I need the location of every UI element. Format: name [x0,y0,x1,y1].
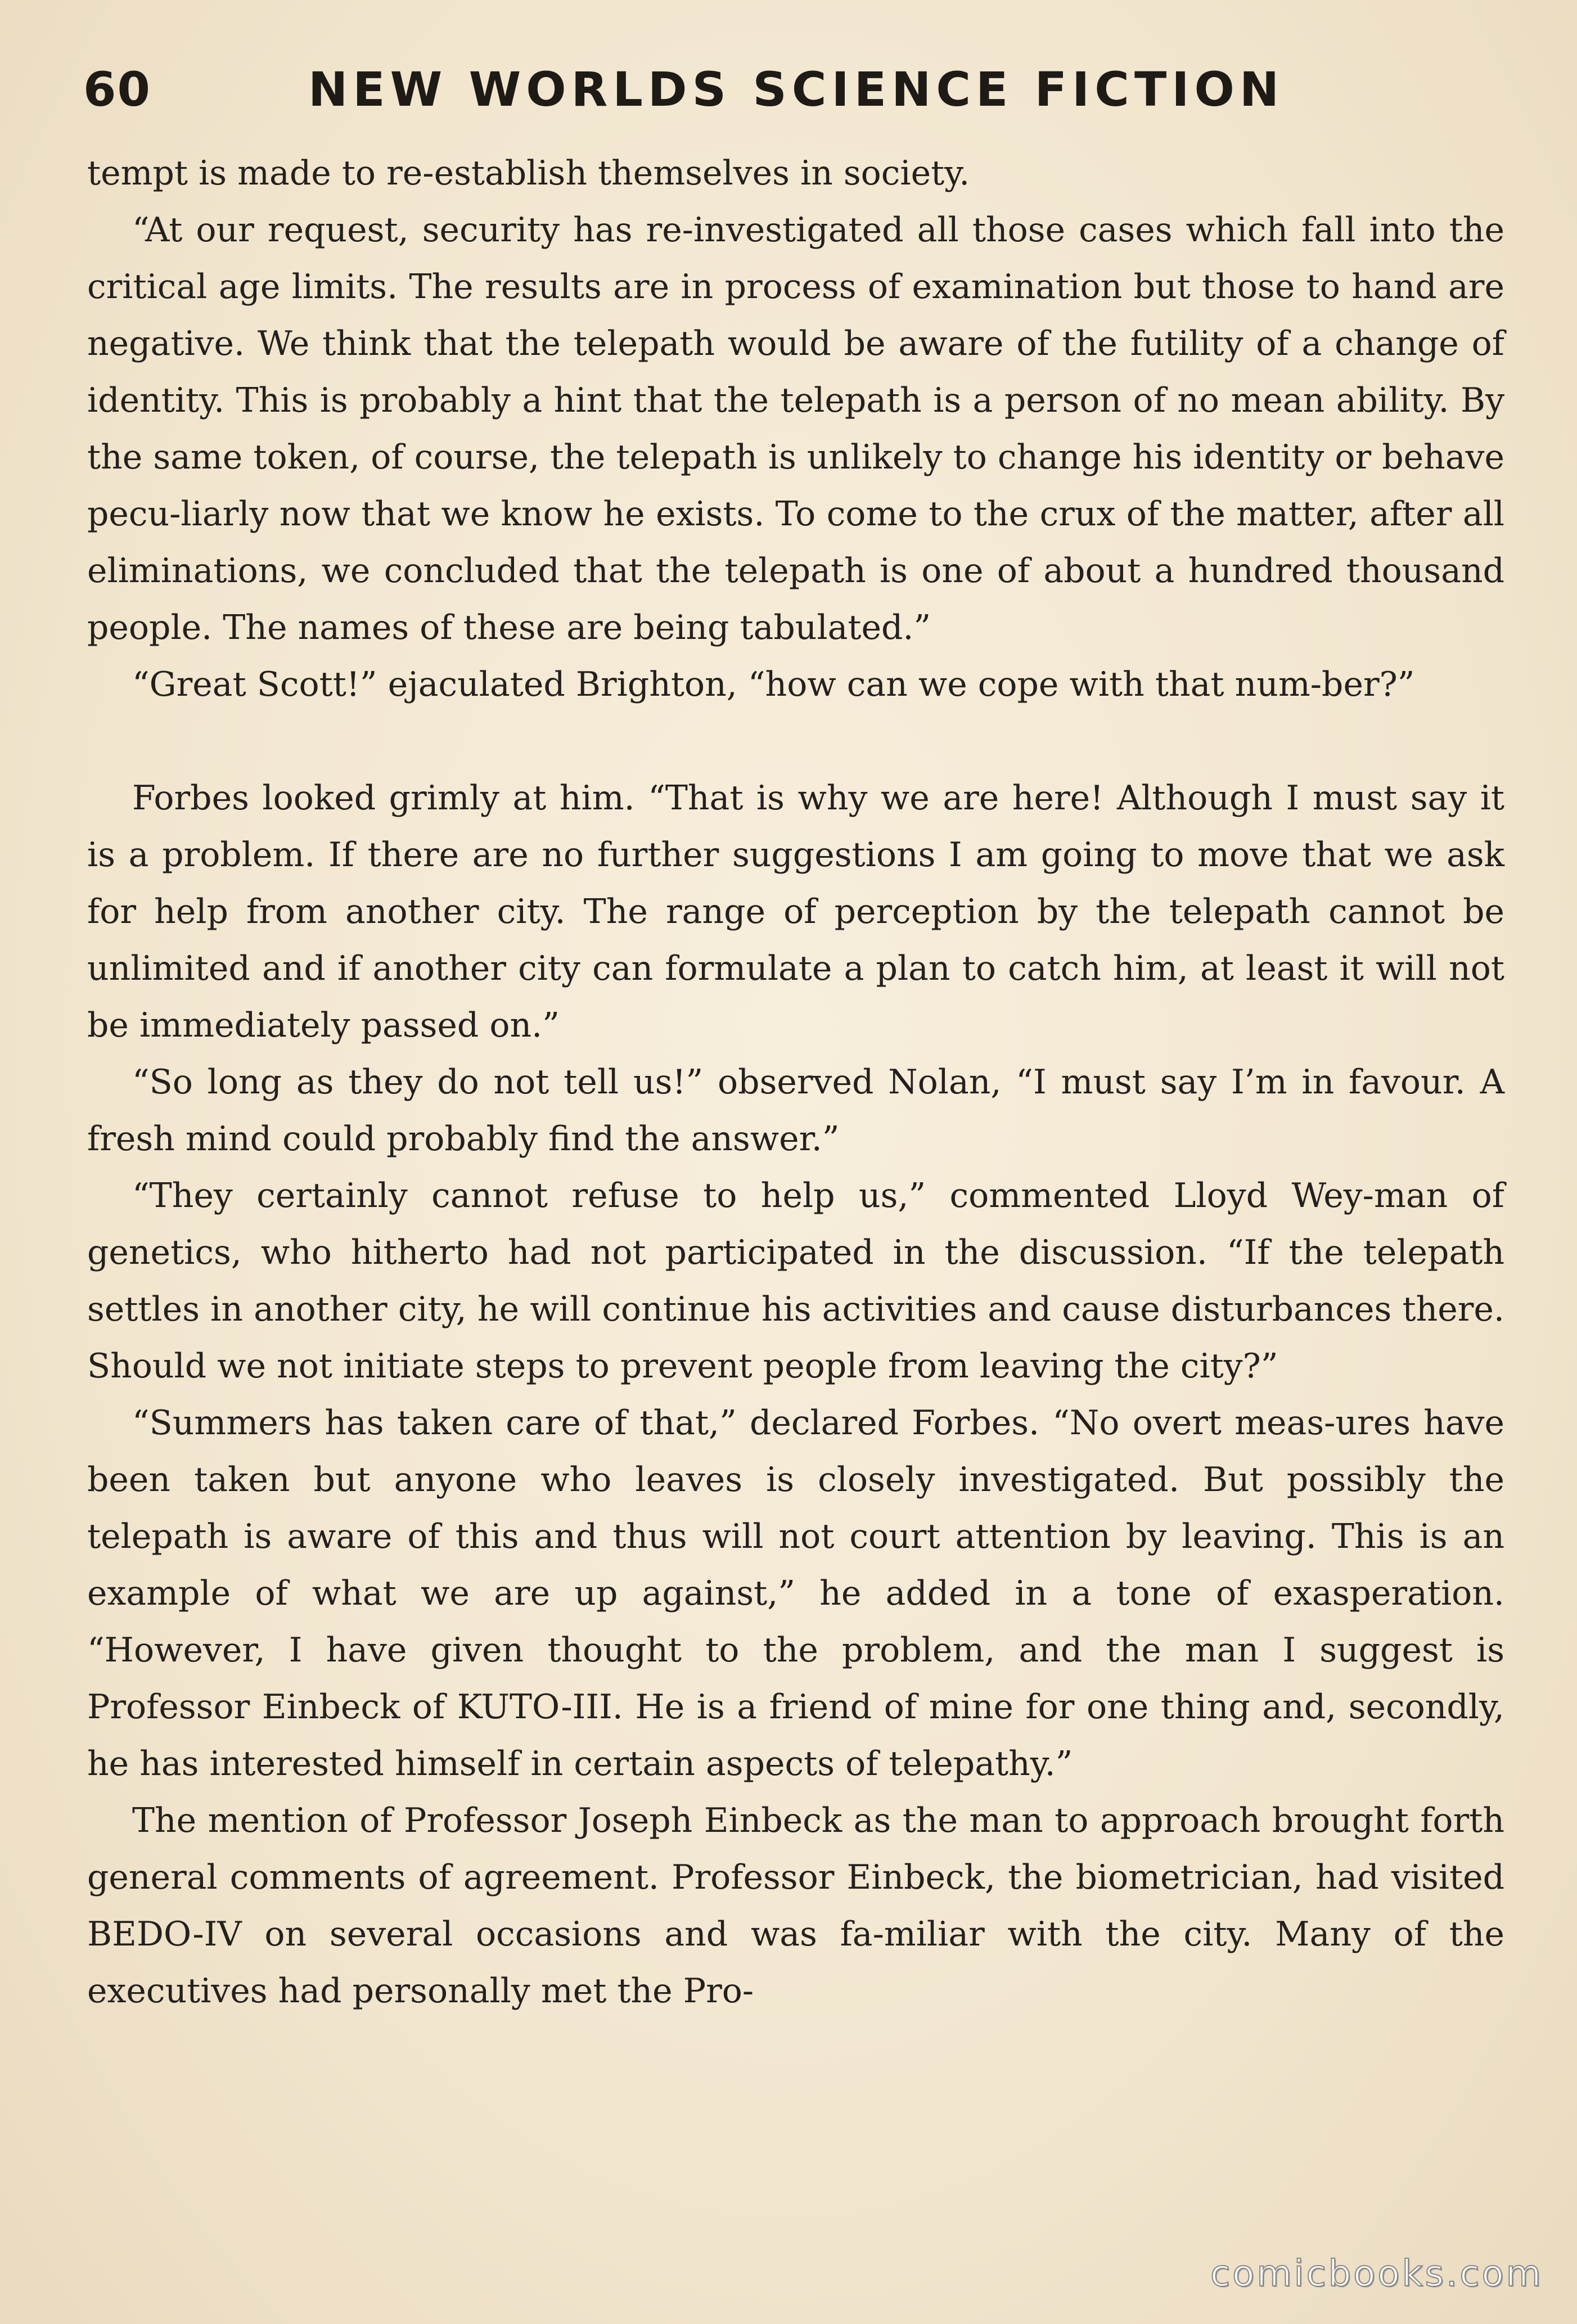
paragraph-7: “Summers has taken care of that,” declared Forbes. “No overt meas-ures have been taken but anyone who leaves is closely investigated. But possibly the telepath is aware of this and thus will not court attention by leaving. This is an example of what we are up against,” he added in a tone of exasperation. “However, I have given thought to the problem, and the man I suggest is Professor Einbeck of KUTO-III. He is a friend of mine for one thing and, secondly, he has interested himself in certain aspects of telepathy.” [87,1403,1504,1783]
paragraph-1: tempt is made to re-establish themselves in society. [87,154,970,193]
running-head: NEW WORLDS SCIENCE FICTION [308,62,1285,117]
paragraph-8: The mention of Professor Joseph Einbeck as the man to approach brought forth general comments of agreement. Professor Einbeck, the biometrician, had visited BEDO-IV on several occasions and was fa-miliar with the city. Many of the executives had personally met the Pro- [87,1801,1504,2011]
page-number: 60 [83,62,151,117]
page-header [83,62,1512,135]
paragraph-3: “Great Scott!” ejaculated Brighton, “how can we cope with that num-ber?” [132,665,1415,704]
paragraph-4: Forbes looked grimly at him. “That is why we are here! Although I must say it is a problem. If there are no further suggestions I am going to move that we ask for help from another city. The range of perception by the telepath cannot be unlimited and if another city can formulate a plan to catch him, at least it will not be immediately passed on.” [87,778,1504,1045]
paragraph-2: “At our request, security has re-investigated all those cases which fall into the critical age limits. The results are in process of examination but those to hand are negative. We think that the telepath would be aware of the futility of a change of identity. This is probably a hint that the telepath is a person of no mean ability. By the same token, of course, the telepath is unlikely to change his identity or behave pecu-liarly now that we know he exists. To come to the crux of the matter, after all eliminations, we concluded that the telepath is one of about a hundred thousand people. The names of these are being tabulated.” [87,210,1504,647]
paragraph-5: “So long as they do not tell us!” observed Nolan, “I must say I’m in favour. A fresh mind could probably find the answer.” [87,1062,1504,1159]
watermark-text: comicbooks.com [1210,2253,1543,2295]
paragraph-6: “They certainly cannot refuse to help us,” commented Lloyd Wey-man of genetics, who hitherto had not participated in the discussion. “If the telepath settles in another city, he will continue his activities and cause disturbances there. Should we not initiate steps to prevent people from leaving the city?” [87,1176,1504,1386]
body-text [87,145,1504,2020]
